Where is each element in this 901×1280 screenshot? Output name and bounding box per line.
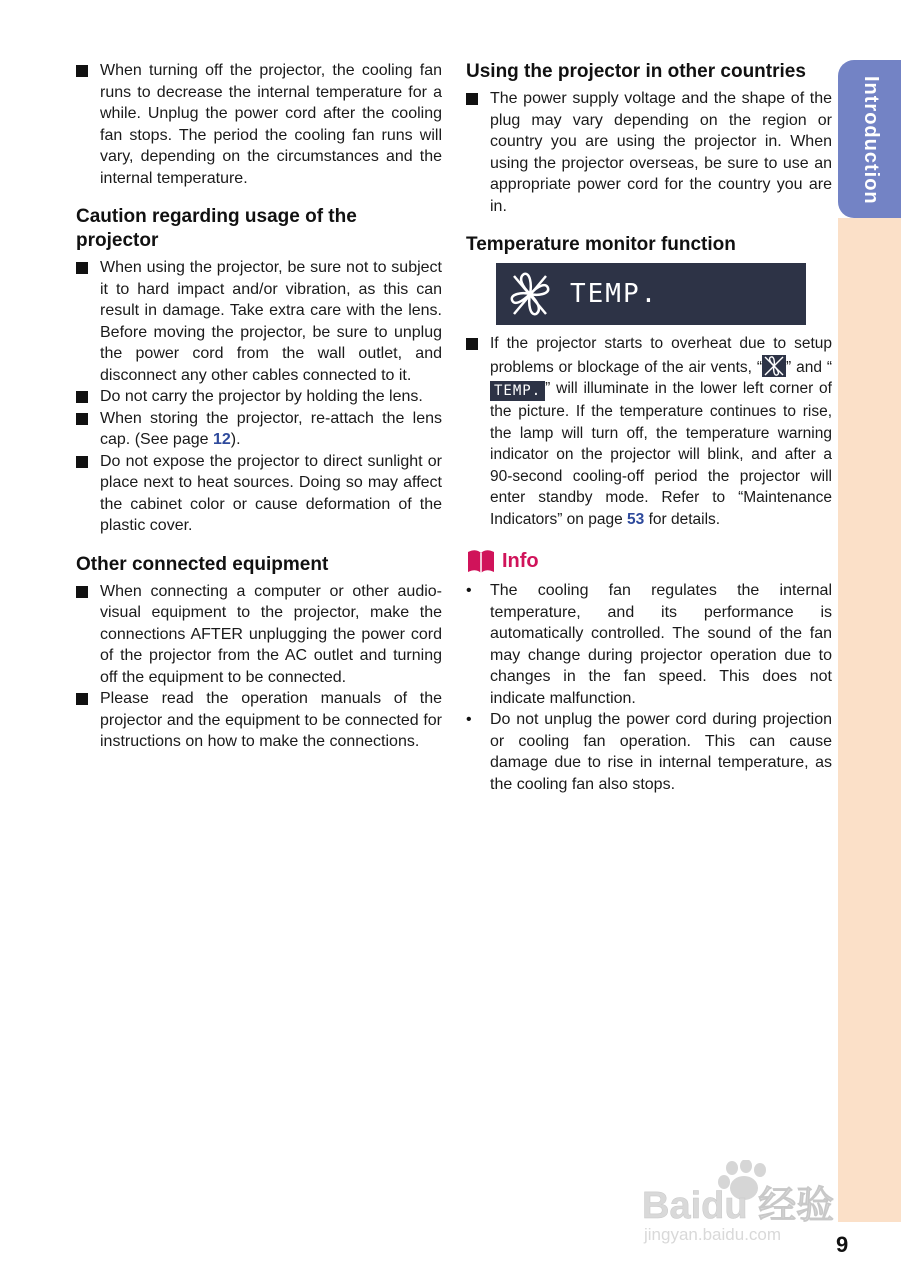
list-item: Do not carry the projector by holding the lens. [76,386,442,408]
other-heading: Other connected equipment [76,553,329,575]
temp-list [466,333,832,530]
list-item: Please read the operation manuals of the projector and the equipment to be connected for instructions on how to make the connections. [76,688,442,753]
countries-heading: Using the projector in other countries [466,61,806,82]
other-list [76,581,442,753]
right-column [466,60,832,795]
watermark-url: jingyan.baidu.com [644,1225,782,1244]
list-item: • Do not unplug the power cord during projection or cooling fan operation. This can cause damage due to rise in internal temperature, as the cooling fan also stops. [466,709,832,795]
list-item: • The cooling fan regulates the internal temperature, and its performance is automatically controlled. The sound of the fan may change during projector operation due to changes in the fan speed. This does not indicate malfunction. [466,580,832,709]
text: ). [230,431,241,448]
text: ” will illuminate in the lower left corner of the picture. If the temperature continues to rise, the lamp will turn off, the temperature warning indicator on the projector will blink, and after a 90-second cooling-off period the projector will enter standby mode. Refer to “Maintenance Indicators” on page [490,380,832,528]
list-item: The power supply voltage and the shape of the plug may vary depending on the region or country you are using the projector in. When using the projector overseas, be sure to use an appropriate power cord for the country you are in. [466,88,832,217]
text: for details. [644,510,721,528]
list-item: When connecting a computer or other audio-visual equipment to the projector, make the connections AFTER unplugging the power cord of the projector from the AC outlet and turning off the equipment to be connected. [76,581,442,689]
side-band [838,218,901,1222]
list-item: Do not expose the projector to direct sunlight or place next to heat sources. Doing so may affect the cabinet color or cause deformation of the plastic cover. [76,451,442,537]
watermark-brand: Baidu 经验 [642,1185,835,1227]
list-item: When using the projector, be sure not to subject it to hard impact and/or vibration, as this can result in damage. Take extra care with the lens. Before moving the projector, be sure to unplug the power cord from the wall outlet, and disconnect any other cables connected to it. [76,257,442,386]
caution-heading: Caution regarding usage of the projector [76,206,357,251]
info-heading: Info [502,549,539,572]
text: ” and “ [786,358,832,376]
baidu-watermark [640,1160,840,1246]
list-item: When turning off the projector, the cooling fan runs to decrease the internal temperature for a while. Unplug the power cord after the cooling fan stops. The period the cooling fan runs will vary, depending on the circumstances and the internal temperature. [76,60,442,189]
temp-heading: Temperature monitor function [466,234,736,255]
inline-temp-label: TEMP. [490,381,545,401]
page-link[interactable]: 53 [627,510,645,528]
intro-list [76,60,442,189]
list-item [76,408,442,451]
fan-warning-icon [508,270,552,318]
list-item [466,333,832,530]
book-icon [466,548,496,574]
page-number: 9 [836,1232,849,1257]
temp-display [496,263,806,325]
info-heading-row [466,548,832,574]
left-column [76,60,442,753]
temp-display-text: TEMP. [570,279,659,309]
info-list [466,580,832,795]
page-link[interactable]: 12 [212,431,231,448]
text: When storing the projector, re-attach the lens cap. (See page [100,409,442,448]
caution-list [76,257,442,537]
inline-fan-icon [762,355,786,377]
text: If the projector starts to overheat due to setup problems or blockage of the air vents, “ [490,335,832,376]
countries-list [466,88,832,217]
side-tab-label: Introduction [860,76,882,205]
